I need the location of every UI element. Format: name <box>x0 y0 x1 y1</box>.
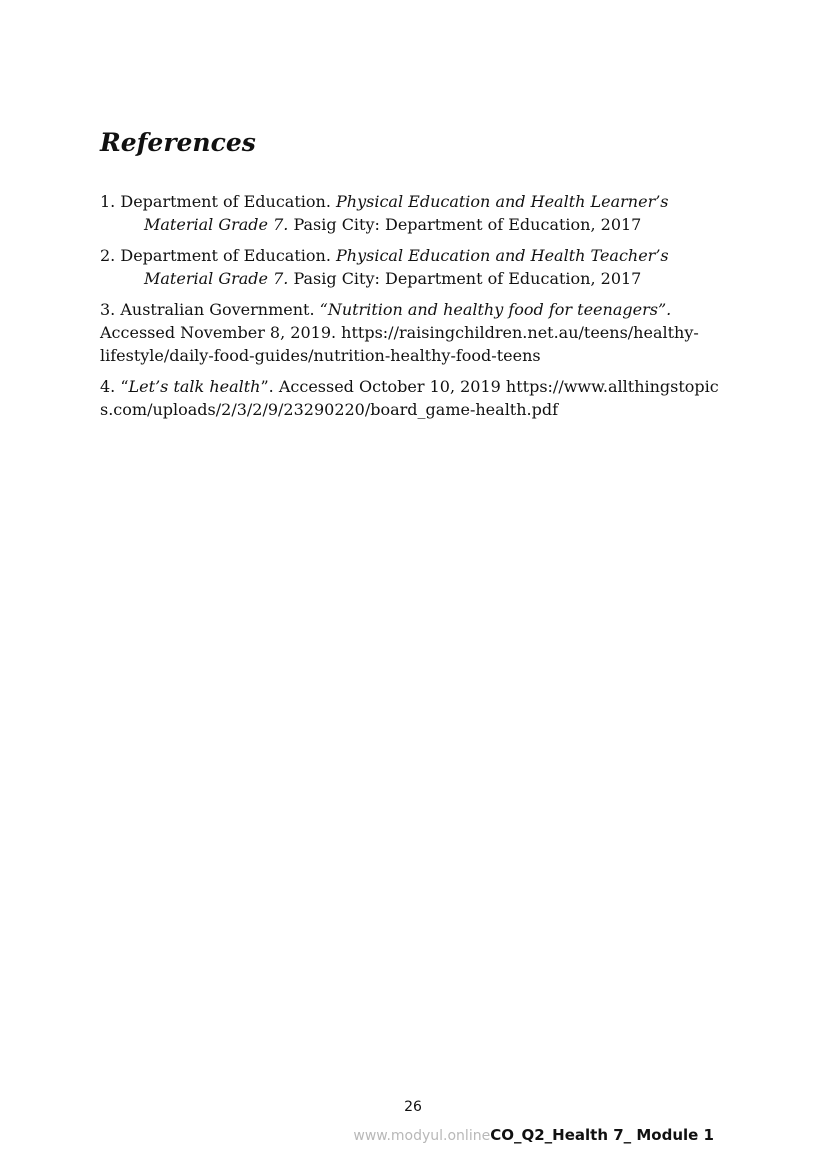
reference-access-info: ”. Accessed October 10, 2019 https://www.allthingstopics.com/uploads/2/3/2/9/23290220/board_game-health.pdf <box>100 377 719 419</box>
reference-item-3 <box>100 298 725 367</box>
reference-item-2 <box>100 244 725 290</box>
reference-title: Let’s talk health <box>128 377 261 396</box>
reference-item-4 <box>100 375 725 421</box>
reference-author: Australian Government. <box>120 300 320 319</box>
reference-title: Physical Education and Health Teacher’s Material Grade 7. <box>144 246 669 288</box>
page-title: References <box>100 128 256 157</box>
reference-title: Physical Education and Health Learner’s Material Grade 7. <box>144 192 669 234</box>
reference-title: “Nutrition and healthy food for teenagers”. <box>319 300 672 319</box>
reference-publisher: Pasig City: Department of Education, 2017 <box>288 215 642 234</box>
footer <box>353 1126 714 1144</box>
reference-number: 4. <box>100 377 121 396</box>
references-list <box>100 190 725 429</box>
reference-open-quote: “ <box>120 377 129 396</box>
reference-access-info: Accessed November 8, 2019. https://raisingchildren.net.au/teens/healthy-lifestyle/daily-food-guides/nutrition-healthy-food-teens <box>100 323 699 365</box>
page-number: 26 <box>404 1099 422 1115</box>
reference-author: Department of Education. <box>120 192 336 211</box>
reference-number: 2. <box>100 246 121 265</box>
watermark: www.modyul.online <box>353 1128 491 1144</box>
reference-publisher: Pasig City: Department of Education, 2017 <box>288 269 642 288</box>
reference-author: Department of Education. <box>120 246 336 265</box>
reference-item-1 <box>100 190 725 236</box>
reference-number: 1. <box>100 192 121 211</box>
footer-module-label: CO_Q2_Health 7_ Module 1 <box>490 1126 714 1144</box>
reference-number: 3. <box>100 300 121 319</box>
